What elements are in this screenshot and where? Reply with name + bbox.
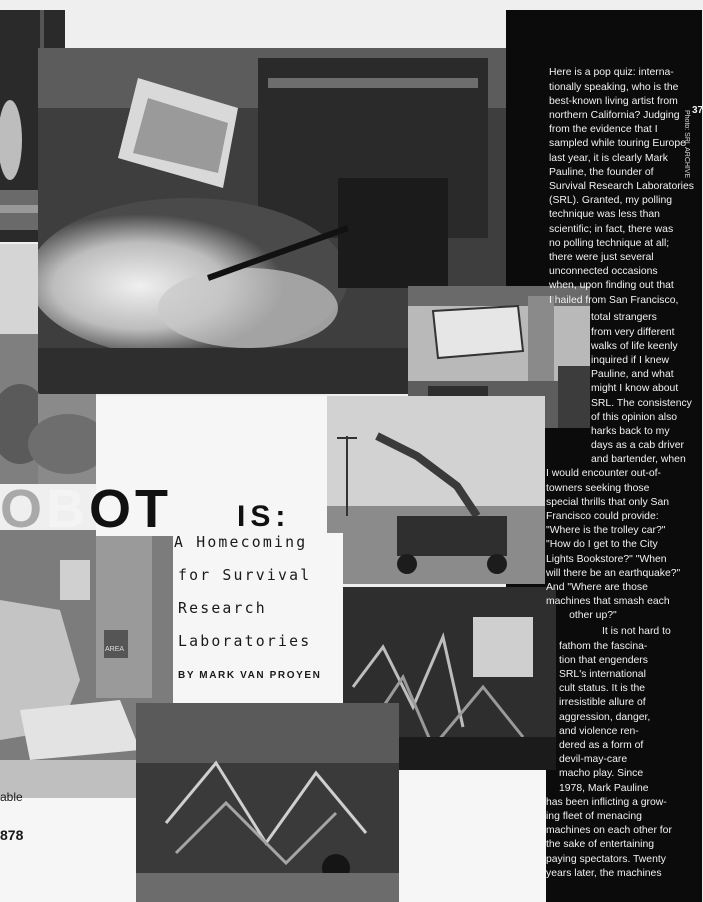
byline: BY MARK VAN PROYEN [178,670,322,681]
body-text-top: Here is a pop quiz: interna- tionally speaking, who is the best-known living artist from northern California? Judging from the evidence that I sampled while touring Europe last year, it is clearly Mark Pauline, the founder of Survival Research Laboratories (SRL). Granted, my polling technique was less than scientific; in fact, there was no polling technique at all; there were just several unconnected occasions when, upon finding out that I hailed from San Francisco, [549,67,694,306]
robot-arm-field-photo [327,396,545,584]
body-text-mid: total strangers from very different walks of life keenly inquired if I knew Pauline, and what might I know about SRL. The consistency of this opinion also harks back to my days as a cab driver and bartender, when [591,312,692,466]
left-fragment-word: able [0,790,23,804]
sky-photo-left-2 [38,394,96,484]
bottom-left-white-panel [0,798,136,902]
area-sign: AREA [105,646,125,653]
subtitle-line-4: Laboratories [178,633,312,650]
subtitle-line-1: A Homecoming [174,534,308,551]
subtitle-line-3: Research [178,600,267,617]
subtitle-line-2: for Survival [178,567,312,584]
wreckage-photo [136,703,399,902]
headline-is: IS: [237,500,291,533]
body-text-bottom: I would encounter out-of- towners seeking those special thrills that only San Francisco could provide: "Where is the trolley car?" "How do I get to the City Lights Bookstore?" "When will there be an earthquake?" And "Where are those machines that smash each other up?" [546,468,681,622]
left-fragment-number: 878 [0,827,24,843]
body-text-second: It is not hard to fathom the fascina- tion that engenders SRL's international cult status. It is the irresistible allure of aggression, danger, and violence ren- dered as a form of devil-may-care macho play. Since 1978, Mark Pauline has been inflicting a grow- ing fleet of menacing machines on each other for the sake of entertaining paying spectators. Twenty years later, the machines [546,626,672,879]
page-number: 37 [692,105,703,116]
headline-robot: OBOT [0,479,173,539]
bottom-right-white-panel [399,770,546,902]
vertical-photo-credit: Photo: SRL ARCHIVE [683,110,690,179]
